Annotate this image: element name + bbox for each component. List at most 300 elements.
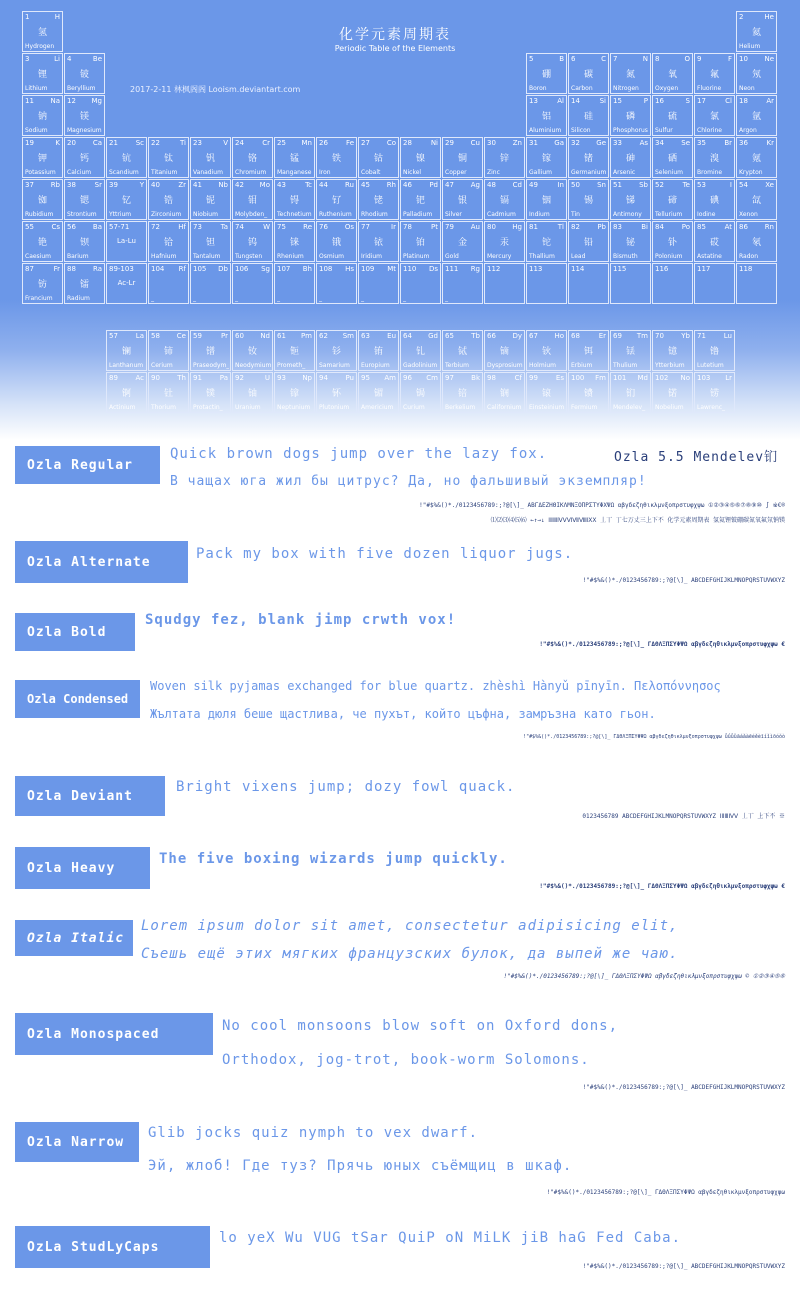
element-name: Iron — [319, 169, 331, 176]
element-chinese-name: 铒 — [583, 347, 593, 357]
element-cell — [736, 179, 777, 220]
element-number: 35 — [697, 139, 706, 147]
element-symbol: H — [54, 13, 60, 21]
element-chinese-name: 锡 — [583, 196, 593, 206]
element-name: Barium — [67, 253, 89, 260]
element-cell — [652, 95, 693, 136]
font-badge-alternate: Ozla Alternate — [15, 541, 188, 583]
element-cell — [316, 179, 357, 220]
element-symbol: Au — [470, 223, 480, 231]
element-number: 109 — [361, 265, 375, 273]
element-number: 24 — [235, 139, 244, 147]
element-name: Hafnium — [151, 253, 177, 260]
element-range: Ac-Lr — [117, 279, 136, 287]
element-cell — [442, 263, 483, 304]
element-cell — [274, 137, 315, 178]
element-symbol: C — [601, 55, 606, 63]
element-symbol: Ra — [93, 265, 102, 273]
element-chinese-name: 钇 — [121, 196, 131, 206]
element-chinese-name: 铱 — [373, 238, 383, 248]
element-cell — [106, 137, 147, 178]
element-number: 115 — [613, 265, 627, 273]
element-cell — [442, 221, 483, 262]
element-symbol: Li — [54, 55, 60, 63]
element-cell — [274, 221, 315, 262]
element-name: Mercury — [487, 253, 512, 260]
element-chinese-name: 钚 — [331, 389, 341, 399]
element-symbol: Cl — [725, 97, 732, 105]
element-chinese-name: 硼 — [541, 70, 551, 80]
element-name: Europium — [361, 362, 390, 369]
element-symbol: Zr — [178, 181, 186, 189]
element-cell — [148, 263, 189, 304]
element-cell — [400, 221, 441, 262]
element-cell — [568, 372, 609, 413]
element-cell — [610, 330, 651, 371]
element-number: 78 — [403, 223, 412, 231]
element-chinese-name: 镭 — [79, 280, 89, 290]
element-number: 93 — [277, 374, 286, 382]
element-cell — [694, 179, 735, 220]
element-symbol: Na — [50, 97, 60, 105]
element-chinese-name: 镉 — [499, 196, 509, 206]
element-chinese-name: 铹 — [709, 389, 719, 399]
element-number: 116 — [655, 265, 669, 273]
element-chinese-name: 钌 — [331, 196, 341, 206]
element-number: 6 — [571, 55, 576, 63]
element-symbol: Pr — [221, 332, 228, 340]
element-name: Lanthanum — [109, 362, 144, 369]
element-name: Hydrogen — [25, 43, 55, 50]
element-number: 26 — [319, 139, 328, 147]
element-symbol: Pb — [597, 223, 606, 231]
element-number: 42 — [235, 181, 244, 189]
element-cell — [400, 179, 441, 220]
element-chinese-name: 砹 — [709, 238, 719, 248]
element-cell — [190, 330, 231, 371]
element-cell — [274, 372, 315, 413]
element-cell — [22, 137, 63, 178]
element-chinese-name: 磷 — [625, 112, 635, 122]
element-number: 23 — [193, 139, 202, 147]
element-number: 113 — [529, 265, 543, 273]
font-badge-deviant: Ozla Deviant — [15, 776, 165, 816]
element-symbol: Bi — [641, 223, 648, 231]
element-cell — [106, 330, 147, 371]
element-symbol: Am — [384, 374, 396, 382]
charset-bold-1: !"#$%&()*./0123456789:;?@[\]_ ΓΔΘΛΞΠΣΥΦΨΩ αβγδεζηθικλμνξοπρστυφχψω € — [539, 641, 785, 648]
element-name: Holmium — [529, 362, 557, 369]
element-symbol: Rb — [50, 181, 60, 189]
element-number: 43 — [277, 181, 286, 189]
element-cell — [190, 372, 231, 413]
element-symbol: N — [642, 55, 648, 63]
charset-monospaced-1: !"#$%&()*./0123456789:;?@[\]_ ABCDEFGHIJKLMNOPQRSTUVWXYZ — [582, 1084, 785, 1091]
element-cell — [190, 263, 231, 304]
element-cell — [22, 11, 63, 52]
element-chinese-name: 铜 — [457, 154, 467, 164]
element-chinese-name: 钽 — [205, 238, 215, 248]
sample-narrow-line1: Glib jocks quiz nymph to vex dwarf. — [148, 1125, 479, 1141]
element-cell — [694, 372, 735, 413]
element-name: Bismuth — [613, 253, 638, 260]
element-chinese-name: 钼 — [247, 196, 257, 206]
element-number: 67 — [529, 332, 538, 340]
element-number: 96 — [403, 374, 412, 382]
element-cell — [736, 11, 777, 52]
element-cell — [736, 221, 777, 262]
element-cell — [358, 330, 399, 371]
element-cell — [148, 179, 189, 220]
element-symbol: Ac — [135, 374, 144, 382]
element-symbol: Si — [599, 97, 606, 105]
element-name: Sodium — [25, 127, 48, 134]
element-number: 20 — [67, 139, 76, 147]
element-chinese-name: 硒 — [667, 154, 677, 164]
element-number: 1 — [25, 13, 30, 21]
element-symbol: Mo — [259, 181, 270, 189]
element-cell — [316, 221, 357, 262]
element-symbol: Te — [682, 181, 690, 189]
element-chinese-name: 钍 — [163, 389, 173, 399]
element-number: 50 — [571, 181, 580, 189]
element-symbol: Rh — [386, 181, 396, 189]
element-symbol: Cm — [426, 374, 438, 382]
charset-alternate-1: !"#$%&()*./0123456789:;?@[\]_ ABCDEFGHIJKLMNOPQRSTUVWXYZ — [582, 577, 785, 584]
element-cell — [526, 53, 567, 94]
element-name: Plutonium — [319, 404, 350, 411]
element-cell — [64, 137, 105, 178]
element-name: Potassium — [25, 169, 56, 176]
element-name: Rhenium — [277, 253, 304, 260]
element-symbol: Ni — [430, 139, 438, 147]
sample-deviant-line1: Bright vixens jump; dozy fowl quack. — [176, 779, 516, 795]
element-cell — [232, 179, 273, 220]
element-name: Tellurium — [655, 211, 683, 218]
element-chinese-name: 镓 — [541, 154, 551, 164]
element-chinese-name: 铝 — [541, 112, 551, 122]
element-chinese-name: 钐 — [331, 347, 341, 357]
element-name: Tantalum — [193, 253, 221, 260]
element-symbol: Bh — [302, 265, 312, 273]
periodic-table-banner — [0, 0, 800, 440]
element-name: _ — [277, 295, 280, 302]
element-chinese-name: 铌 — [205, 196, 215, 206]
element-name: Praseodym_ — [193, 362, 229, 369]
element-symbol: Sr — [94, 181, 102, 189]
font-badge-italic: Ozla Italic — [15, 920, 133, 956]
element-cell — [484, 179, 525, 220]
element-name: _ — [445, 295, 448, 302]
element-name: Scandium — [109, 169, 139, 176]
element-cell — [694, 137, 735, 178]
element-symbol: Ho — [554, 332, 564, 340]
element-name: Yttrium — [109, 211, 132, 218]
element-number: 14 — [571, 97, 580, 105]
element-name: Titanium — [151, 169, 178, 176]
element-symbol: Br — [724, 139, 732, 147]
element-symbol: Ti — [179, 139, 186, 147]
element-number: 57 — [109, 332, 118, 340]
element-name: Gallium — [529, 169, 552, 176]
element-cell — [400, 372, 441, 413]
element-name: Palladium — [403, 211, 433, 218]
element-symbol: S — [685, 97, 690, 105]
element-chinese-name: 铯 — [37, 238, 47, 248]
element-chinese-name: 锘 — [667, 389, 677, 399]
element-name: Thulium — [613, 362, 638, 369]
element-name: Iridium — [361, 253, 383, 260]
sample-italic-line1: Lorem ipsum dolor sit amet, consectetur adipisicing elit, — [141, 918, 679, 934]
element-symbol: Re — [303, 223, 312, 231]
element-cell — [274, 179, 315, 220]
element-cell — [22, 179, 63, 220]
element-cell — [652, 263, 693, 304]
element-chinese-name: 汞 — [499, 238, 509, 248]
charset-deviant-1: 0123456789 ABCDEFGHIJKLMNOPQRSTUVWXYZ ⅠⅡⅢⅣⅤ 丄丅 上下不 ※ — [582, 813, 785, 820]
element-symbol: Pu — [345, 374, 354, 382]
element-name: Technetium — [277, 211, 312, 218]
element-number: 111 — [445, 265, 459, 273]
element-cell — [64, 95, 105, 136]
element-number: 91 — [193, 374, 202, 382]
sample-italic-line2: Съешь ещё этих мягких французских булок, да выпей же чаю. — [141, 946, 679, 962]
element-cell — [484, 330, 525, 371]
element-chinese-name: 钡 — [79, 238, 89, 248]
element-name: Calcium — [67, 169, 92, 176]
element-symbol: Cd — [512, 181, 522, 189]
element-name: Boron — [529, 85, 547, 92]
element-number: 56 — [67, 223, 76, 231]
element-symbol: Lu — [723, 332, 732, 340]
element-chinese-name: 铈 — [163, 347, 173, 357]
element-name: Rubidium — [25, 211, 54, 218]
font-badge-studlycaps: OzLa StudLyCaps — [15, 1226, 210, 1268]
element-name: Ytterbium — [655, 362, 685, 369]
element-chinese-name: 铅 — [583, 238, 593, 248]
element-symbol: Bk — [471, 374, 480, 382]
element-cell — [22, 221, 63, 262]
element-chinese-name: 金 — [457, 238, 467, 248]
sample-studlycaps-line1: lo yeX Wu VUG tSar QuiP oN MiLK jiB haG Fed Caba. — [219, 1230, 682, 1246]
element-chinese-name: 钔 — [625, 389, 635, 399]
element-name: Nitrogen — [613, 85, 639, 92]
element-symbol: Hs — [345, 265, 354, 273]
element-cell — [400, 263, 441, 304]
element-name: Neptunium — [277, 404, 311, 411]
element-number: 31 — [529, 139, 538, 147]
element-name: _ — [319, 295, 322, 302]
element-cell — [148, 137, 189, 178]
element-symbol: Tl — [557, 223, 564, 231]
element-cell — [652, 179, 693, 220]
element-cell — [358, 137, 399, 178]
element-cell — [736, 53, 777, 94]
element-number: 37 — [25, 181, 34, 189]
element-name: Einsteinium — [529, 404, 565, 411]
element-number: 21 — [109, 139, 118, 147]
element-symbol: Er — [598, 332, 606, 340]
font-badge-monospaced: Ozla Monospaced — [15, 1013, 213, 1055]
element-cell — [358, 372, 399, 413]
element-name: Polonium — [655, 253, 683, 260]
element-symbol: Hf — [178, 223, 186, 231]
element-symbol: Ba — [92, 223, 102, 231]
element-symbol: Pt — [431, 223, 438, 231]
element-chinese-name: 锰 — [289, 154, 299, 164]
element-name: Bromine — [697, 169, 723, 176]
element-symbol: Cs — [51, 223, 60, 231]
element-number: 68 — [571, 332, 580, 340]
element-number: 38 — [67, 181, 76, 189]
element-symbol: Os — [344, 223, 354, 231]
element-number: 60 — [235, 332, 244, 340]
element-symbol: Db — [218, 265, 228, 273]
element-symbol: Tc — [305, 181, 312, 189]
element-number: 70 — [655, 332, 664, 340]
element-symbol: Hg — [512, 223, 522, 231]
element-number: 47 — [445, 181, 454, 189]
element-cell — [400, 330, 441, 371]
element-chinese-name: 镨 — [205, 347, 215, 357]
element-cell — [190, 137, 231, 178]
element-chinese-name: 镅 — [373, 389, 383, 399]
element-name: Lead — [571, 253, 586, 260]
element-cell — [526, 179, 567, 220]
element-number: 5 — [529, 55, 534, 63]
element-name: Lawrenc_ — [697, 404, 726, 411]
element-symbol: As — [639, 139, 648, 147]
element-name: Helium — [739, 43, 761, 50]
element-symbol: Se — [681, 139, 690, 147]
element-name: Selenium — [655, 169, 683, 176]
element-name: Thorium — [151, 404, 176, 411]
charset-italic-1: !"#$%&()*./0123456789:;?@[\]_ ΓΔΘΛΞΠΣΥΦΨΩ αβγδεζηθικλμνξοπρστυφχψω © ①②③④⑤⑥ — [503, 973, 785, 980]
element-chinese-name: 镎 — [289, 389, 299, 399]
element-number: 41 — [193, 181, 202, 189]
element-cell — [652, 330, 693, 371]
element-name: Radium — [67, 295, 90, 302]
element-symbol: Fr — [53, 265, 60, 273]
element-cell — [316, 330, 357, 371]
element-number: 28 — [403, 139, 412, 147]
element-number: 40 — [151, 181, 160, 189]
element-chinese-name: 锿 — [541, 389, 551, 399]
element-cell — [316, 137, 357, 178]
element-number: 76 — [319, 223, 328, 231]
element-number: 17 — [697, 97, 706, 105]
element-chinese-name: 硅 — [583, 112, 593, 122]
element-name: Samarium — [319, 362, 350, 369]
element-number: 82 — [571, 223, 580, 231]
element-symbol: In — [557, 181, 564, 189]
element-chinese-name: 镥 — [709, 347, 719, 357]
element-symbol: Rg — [470, 265, 480, 273]
element-name: Osmium — [319, 253, 345, 260]
element-cell — [64, 179, 105, 220]
element-symbol: U — [264, 374, 270, 382]
element-number: 54 — [739, 181, 748, 189]
element-cell — [274, 263, 315, 304]
element-cell — [358, 179, 399, 220]
element-chinese-name: 钙 — [79, 154, 89, 164]
element-symbol: O — [684, 55, 690, 63]
element-chinese-name: 铍 — [79, 70, 89, 80]
element-chinese-name: 铑 — [373, 196, 383, 206]
element-symbol: Dy — [512, 332, 522, 340]
element-name: Protactin_ — [193, 404, 223, 411]
element-name: Niobium — [193, 211, 218, 218]
element-number: 11 — [25, 97, 34, 105]
element-name: Lithium — [25, 85, 48, 92]
element-number: 32 — [571, 139, 580, 147]
element-name: Dysprosium — [487, 362, 523, 369]
element-cell — [610, 53, 651, 94]
element-number: 99 — [529, 374, 538, 382]
element-cell — [526, 137, 567, 178]
element-chinese-name: 镱 — [667, 347, 677, 357]
element-chinese-name: 铷 — [37, 196, 47, 206]
element-chinese-name: 镤 — [205, 389, 215, 399]
element-chinese-name: 氦 — [751, 28, 761, 38]
element-chinese-name: 锫 — [457, 389, 467, 399]
element-name: Indium — [529, 211, 550, 218]
element-cell — [190, 179, 231, 220]
element-cell — [64, 221, 105, 262]
element-name: Beryllium — [67, 85, 96, 92]
element-number: 9 — [697, 55, 702, 63]
element-cell — [22, 53, 63, 94]
element-name: Silicon — [571, 127, 591, 134]
element-chinese-name: 溴 — [709, 154, 719, 164]
element-name: Molybden_ — [235, 211, 268, 218]
element-number: 59 — [193, 332, 202, 340]
element-chinese-name: 钯 — [415, 196, 425, 206]
element-name: Cadmium — [487, 211, 516, 218]
element-cell — [106, 221, 147, 262]
element-symbol: Tm — [636, 332, 648, 340]
element-number: 58 — [151, 332, 160, 340]
element-number: 101 — [613, 374, 627, 382]
element-name: Silver — [445, 211, 462, 218]
element-number: 48 — [487, 181, 496, 189]
font-badge-bold: Ozla Bold — [15, 613, 135, 651]
element-cell — [694, 221, 735, 262]
element-name: Astatine — [697, 253, 722, 260]
element-name: Krypton — [739, 169, 763, 176]
element-name: Gold — [445, 253, 459, 260]
element-symbol: Mg — [91, 97, 102, 105]
element-name: Sulfur — [655, 127, 673, 134]
element-number: 66 — [487, 332, 496, 340]
element-chinese-name: 铕 — [373, 347, 383, 357]
element-cell — [232, 263, 273, 304]
element-chinese-name: 锗 — [583, 154, 593, 164]
element-number: 87 — [25, 265, 34, 273]
element-number: 106 — [235, 265, 249, 273]
element-cell — [190, 221, 231, 262]
element-cell — [652, 372, 693, 413]
element-number: 72 — [151, 223, 160, 231]
element-chinese-name: 镁 — [79, 112, 89, 122]
element-number: 64 — [403, 332, 412, 340]
element-chinese-name: 钷 — [289, 347, 299, 357]
element-cell — [568, 221, 609, 262]
element-chinese-name: 铽 — [457, 347, 467, 357]
element-symbol: Be — [92, 55, 102, 63]
element-name: Neon — [739, 85, 755, 92]
element-number: 90 — [151, 374, 160, 382]
